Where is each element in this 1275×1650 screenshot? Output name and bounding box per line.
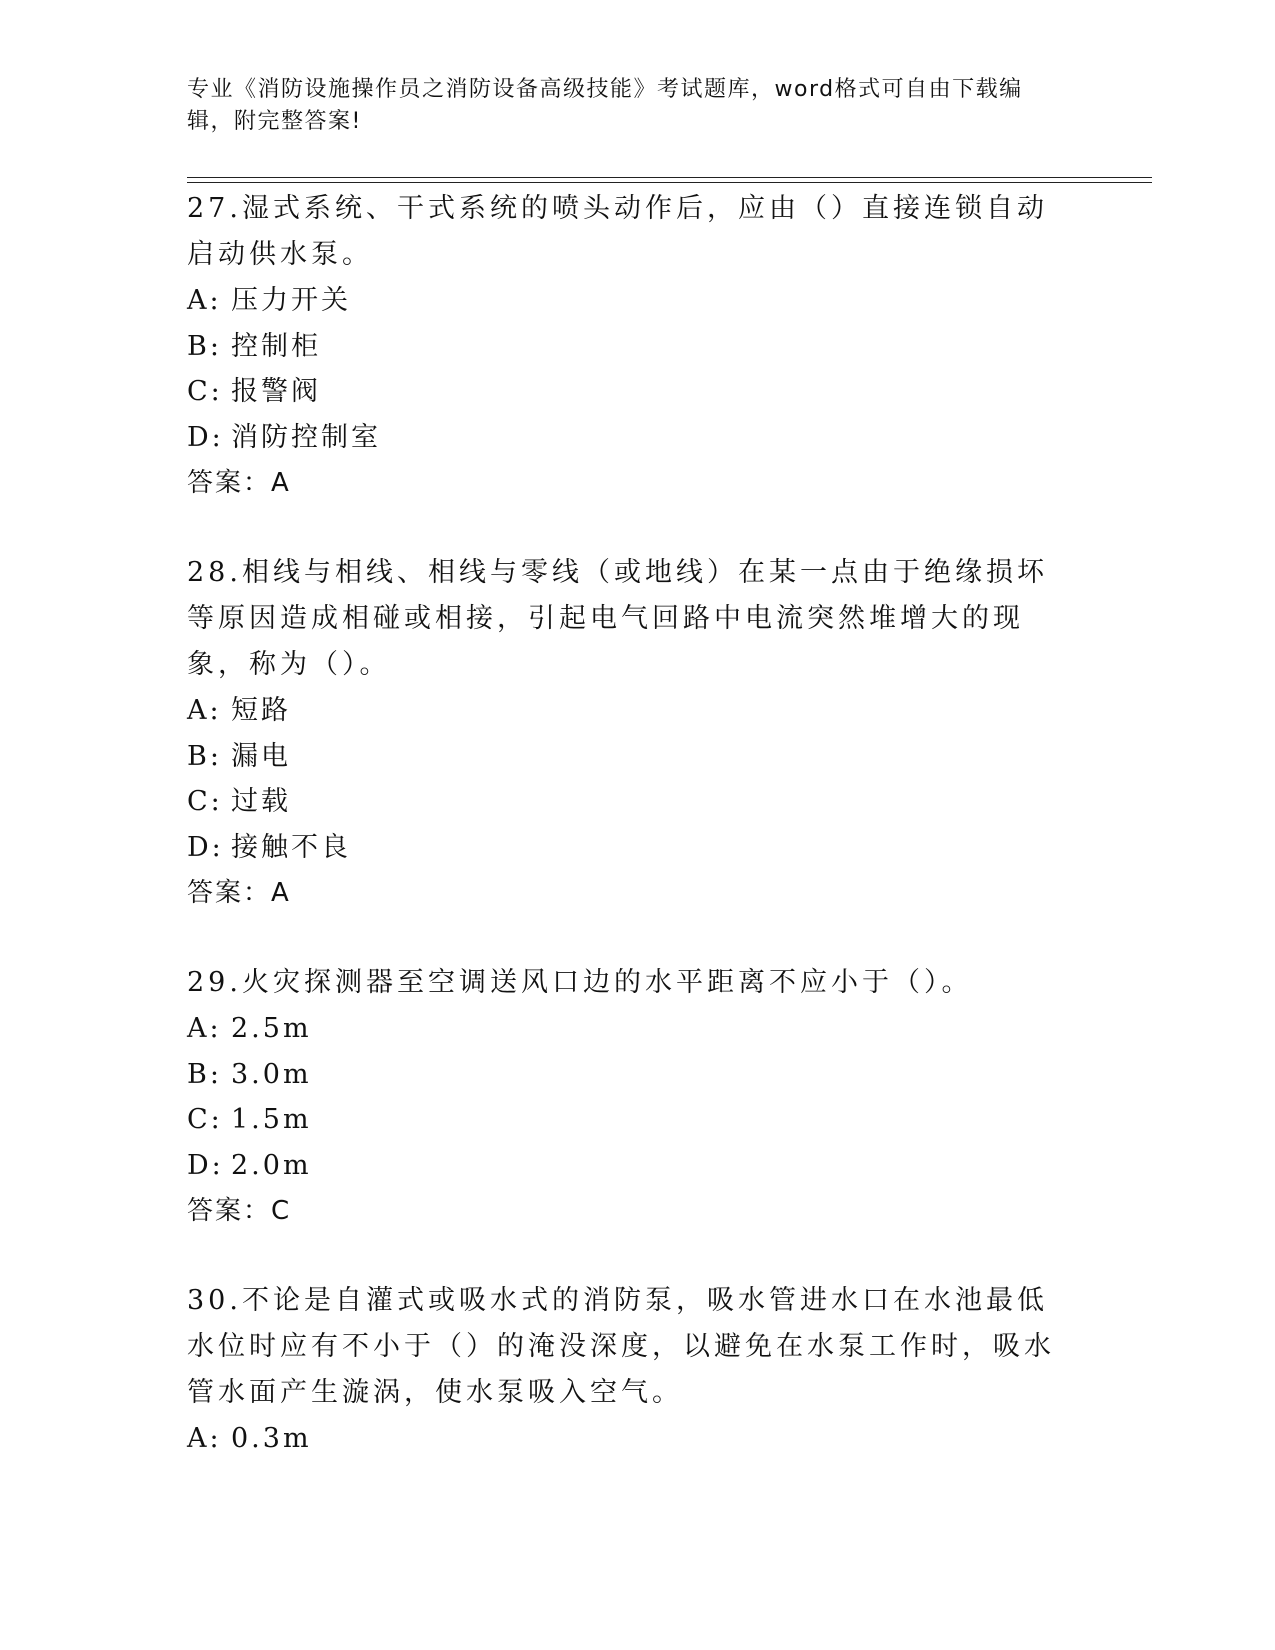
option-text: 压力开关: [231, 285, 351, 316]
answer-line: 答案：A: [187, 468, 291, 498]
option-c: [187, 779, 1067, 825]
option-text: 报警阀: [231, 376, 321, 407]
option-a: [187, 1006, 1067, 1052]
option-a: [187, 278, 1067, 324]
question-stem: 30.不论是自灌式或吸水式的消防泵，吸水管进水口在水池最低水位时应有不小于（）的淹没深度，以避免在水泵工作时，吸水管水面产生漩涡，使水泵吸入空气。: [187, 1285, 1055, 1408]
option-text: 接触不良: [231, 831, 351, 863]
option-text: 2.0m: [231, 1149, 312, 1181]
question-30: [187, 1278, 1067, 1462]
option-d: [187, 825, 1067, 871]
document-header: 专业《消防设施操作员之消防设备高级技能》考试题库，word格式可自由下载编辑，附完整答案!: [187, 77, 1023, 134]
question-29: [187, 960, 1067, 1234]
option-c: [187, 1097, 1067, 1143]
question-stem: 28.相线与相线、相线与零线（或地线）在某一点由于绝缘损坏等原因造成相碰或相接，引起电气回路中电流突然堆增大的现象，称为（）。: [187, 557, 1048, 680]
option-b: [187, 1052, 1067, 1098]
option-d: [187, 1143, 1067, 1189]
header-divider-top: [187, 177, 1152, 178]
option-key: A:: [187, 1013, 222, 1044]
option-key: D:: [187, 421, 224, 453]
option-key: D:: [187, 1149, 224, 1181]
option-text: 漏电: [231, 740, 291, 772]
question-27: [187, 186, 1067, 506]
option-text: 1.5m: [231, 1104, 312, 1135]
option-key: D:: [187, 831, 224, 863]
option-text: 短路: [231, 695, 291, 726]
option-key: B:: [187, 1058, 222, 1090]
option-a: [187, 1416, 1067, 1462]
option-text: 过载: [231, 786, 291, 817]
question-stem: 27.湿式系统、干式系统的喷头动作后，应由（）直接连锁自动启动供水泵。: [187, 193, 1048, 270]
option-key: A:: [187, 695, 222, 726]
option-key: C:: [187, 1104, 223, 1135]
question-stem: 29.火灾探测器至空调送风口边的水平距离不应小于（）。: [187, 967, 973, 998]
option-text: 控制柜: [231, 330, 321, 362]
question-28: [187, 550, 1067, 916]
question-list: [187, 186, 1067, 1506]
option-b: [187, 324, 1067, 370]
option-key: C:: [187, 786, 223, 817]
option-text: 2.5m: [231, 1013, 312, 1044]
option-b: [187, 734, 1067, 780]
answer-line: 答案：C: [187, 1196, 292, 1226]
answer-line: 答案：A: [187, 878, 291, 908]
option-c: [187, 369, 1067, 415]
option-key: C:: [187, 376, 223, 407]
option-key: B:: [187, 740, 222, 772]
option-text: 3.0m: [231, 1058, 312, 1090]
option-d: [187, 415, 1067, 461]
option-text: 消防控制室: [231, 421, 381, 453]
option-key: A:: [187, 285, 222, 316]
option-text: 0.3m: [231, 1423, 312, 1454]
option-a: [187, 688, 1067, 734]
header-divider-bottom: [187, 182, 1152, 183]
option-key: A:: [187, 1423, 222, 1454]
option-key: B:: [187, 330, 222, 362]
